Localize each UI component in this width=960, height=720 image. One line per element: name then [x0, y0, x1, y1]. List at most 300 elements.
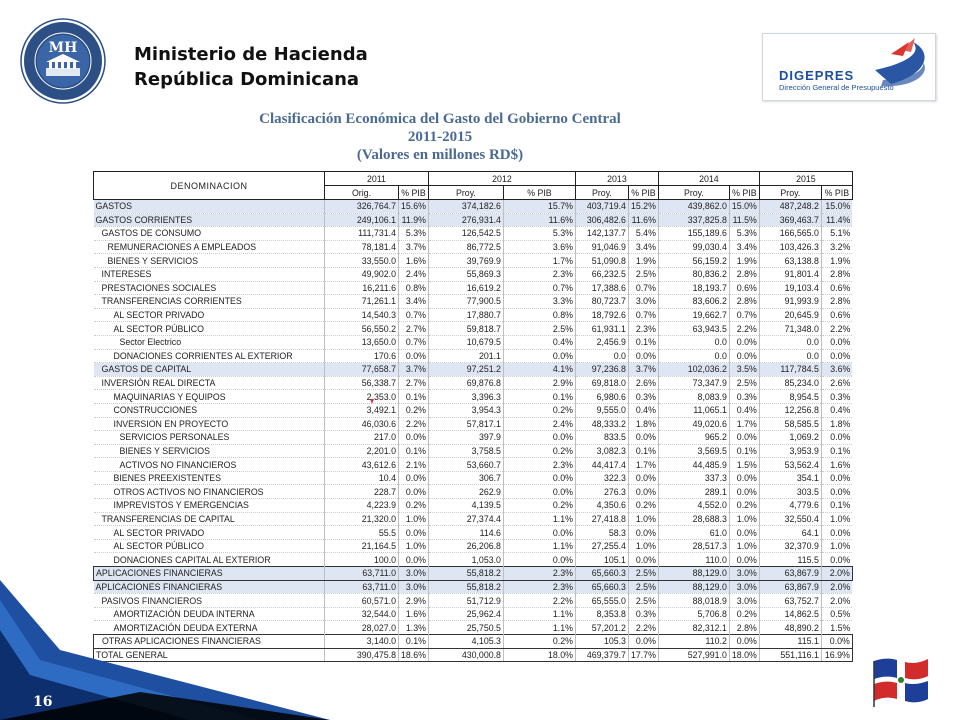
table-title: [0, 110, 880, 164]
row-value: 2.9%: [503, 376, 575, 390]
row-value: 0.0: [658, 335, 729, 349]
row-value: 3.4%: [628, 240, 658, 254]
row-value: 91,801.4: [759, 267, 821, 281]
row-value: 11,065.1: [658, 403, 729, 417]
row-value: 0.6%: [821, 281, 852, 295]
row-value: 100.0: [325, 553, 399, 567]
row-value: 0.1%: [729, 444, 759, 458]
table-row: [94, 308, 853, 322]
row-value: 0.7%: [503, 281, 575, 295]
row-value: 17,880.7: [428, 308, 503, 322]
row-label: GASTOS DE CAPITAL: [94, 363, 325, 377]
row-value: 2.5%: [628, 567, 658, 581]
row-value: 59,818.7: [428, 322, 503, 336]
row-value: 20,645.9: [759, 308, 821, 322]
row-value: 83,606.2: [658, 295, 729, 309]
row-value: 3.0%: [628, 295, 658, 309]
row-value: 4,779.6: [759, 499, 821, 513]
row-value: 1,069.2: [759, 431, 821, 445]
row-value: 4.1%: [503, 363, 575, 377]
row-value: 91,993.9: [759, 295, 821, 309]
row-value: 26,206.8: [428, 539, 503, 553]
row-value: 0.0%: [399, 349, 429, 363]
row-value: 4,105.3: [428, 635, 503, 649]
row-value: 0.0: [759, 349, 821, 363]
table-row: [94, 471, 853, 485]
row-value: 55,818.2: [428, 580, 503, 594]
row-value: 0.6%: [729, 281, 759, 295]
denomination-header: DENOMINACION: [94, 172, 325, 200]
row-value: 56,159.2: [658, 254, 729, 268]
seal-initials: MH: [48, 40, 78, 56]
row-value: 487,248.2: [759, 200, 821, 214]
row-value: 65,660.3: [575, 567, 628, 581]
table-row: [94, 363, 853, 377]
row-value: 55.5: [325, 526, 399, 540]
row-value: 103,426.3: [759, 240, 821, 254]
row-value: 0.7%: [628, 281, 658, 295]
row-value: 55,818.2: [428, 567, 503, 581]
row-value: 2.5%: [628, 267, 658, 281]
row-value: 3.0%: [399, 580, 429, 594]
subheader-cell: Proy.: [658, 186, 729, 200]
row-value: 0.0%: [821, 553, 852, 567]
row-value: 0.2%: [399, 499, 429, 513]
row-value: 3,758.5: [428, 444, 503, 458]
row-value: 32,550.4: [759, 512, 821, 526]
row-value: 0.8%: [399, 281, 429, 295]
row-value: 2.7%: [399, 376, 429, 390]
row-value: 0.0%: [729, 335, 759, 349]
row-value: 2.7%: [399, 322, 429, 336]
row-value: 551,116.1: [759, 648, 821, 662]
row-value: 3.0%: [729, 580, 759, 594]
row-value: 21,164.5: [325, 539, 399, 553]
row-label: AL SECTOR PRIVADO: [94, 308, 325, 322]
org-line-1: Ministerio de Hacienda: [134, 44, 368, 65]
row-value: 0.0%: [729, 471, 759, 485]
row-value: 965.2: [658, 431, 729, 445]
row-value: 10,679.5: [428, 335, 503, 349]
row-value: 46,030.6: [325, 417, 399, 431]
digepres-name: DIGEPRES: [779, 68, 855, 83]
row-value: 306,482.6: [575, 213, 628, 227]
row-label: AL SECTOR PÚBLICO: [94, 322, 325, 336]
row-value: 44,417.4: [575, 458, 628, 472]
row-value: 0.0%: [628, 485, 658, 499]
row-value: 2.0%: [821, 567, 852, 581]
row-value: 0.0: [759, 335, 821, 349]
table-row: [94, 485, 853, 499]
row-value: 4,223.9: [325, 499, 399, 513]
subheader-cell: Proy.: [428, 186, 503, 200]
row-value: 86,772.5: [428, 240, 503, 254]
row-value: 15.0%: [729, 200, 759, 214]
row-value: 1.0%: [729, 512, 759, 526]
row-value: 57,201.2: [575, 621, 628, 635]
row-value: 0.1%: [628, 444, 658, 458]
row-value: 5.3%: [503, 227, 575, 241]
row-value: 170.6: [325, 349, 399, 363]
row-value: 1.0%: [729, 539, 759, 553]
row-value: 0.7%: [628, 308, 658, 322]
row-label: PRESTACIONES SOCIALES: [94, 281, 325, 295]
row-value: 63,752.7: [759, 594, 821, 608]
row-label: TRANSFERENCIAS CORRIENTES: [94, 295, 325, 309]
row-value: 53,660.7: [428, 458, 503, 472]
row-value: 8,083.9: [658, 390, 729, 404]
row-value: 71,348.0: [759, 322, 821, 336]
row-value: 2.5%: [628, 580, 658, 594]
row-value: 5.3%: [729, 227, 759, 241]
row-value: 276,931.4: [428, 213, 503, 227]
year-header-row: [94, 172, 853, 186]
row-value: 111,731.4: [325, 227, 399, 241]
row-value: 2.3%: [503, 267, 575, 281]
table-row: [94, 553, 853, 567]
row-value: 0.0%: [503, 526, 575, 540]
row-value: 18,792.6: [575, 308, 628, 322]
row-value: 73,347.9: [658, 376, 729, 390]
row-label: INVERSIÓN REAL DIRECTA: [94, 376, 325, 390]
row-value: 397.9: [428, 431, 503, 445]
row-value: 0.7%: [729, 308, 759, 322]
table-row: [94, 227, 853, 241]
row-value: 0.4%: [821, 403, 852, 417]
row-value: 0.7%: [399, 308, 429, 322]
row-value: 2,456.9: [575, 335, 628, 349]
row-value: 0.0%: [503, 485, 575, 499]
table-row: [94, 539, 853, 553]
table-row: [94, 240, 853, 254]
red-marker-icon: [370, 399, 374, 404]
row-value: 249,106.1: [325, 213, 399, 227]
row-value: 0.0%: [628, 526, 658, 540]
table-row: [94, 417, 853, 431]
row-value: 0.2%: [503, 403, 575, 417]
row-value: 0.0%: [729, 431, 759, 445]
row-label: Sector Electrico: [94, 335, 325, 349]
row-value: 1.1%: [503, 512, 575, 526]
row-value: 1.6%: [821, 458, 852, 472]
row-value: 0.0%: [628, 471, 658, 485]
row-label: GASTOS: [94, 200, 325, 214]
table-row: [94, 403, 853, 417]
row-value: 0.0%: [628, 349, 658, 363]
row-value: 0.3%: [628, 390, 658, 404]
row-value: 1.0%: [628, 539, 658, 553]
row-value: 53,562.4: [759, 458, 821, 472]
row-value: 77,900.5: [428, 295, 503, 309]
row-value: 0.0%: [821, 635, 852, 649]
row-value: 0.0%: [821, 335, 852, 349]
row-value: 2.6%: [628, 376, 658, 390]
row-value: 105.3: [575, 635, 628, 649]
row-value: 276.3: [575, 485, 628, 499]
table-row: [94, 200, 853, 214]
year-header: 2014: [658, 172, 759, 186]
row-value: 48,333.2: [575, 417, 628, 431]
table-row: [94, 376, 853, 390]
row-value: 0.0%: [399, 431, 429, 445]
row-label: ACTIVOS NO FINANCIEROS: [94, 458, 325, 472]
row-label: OTROS ACTIVOS NO FINANCIEROS: [94, 485, 325, 499]
row-value: 63,711.0: [325, 567, 399, 581]
row-value: 2.6%: [821, 376, 852, 390]
subheader-cell: % PIB: [399, 186, 429, 200]
row-value: 8,353.8: [575, 607, 628, 621]
row-value: 0.2%: [503, 499, 575, 513]
row-value: 369,463.7: [759, 213, 821, 227]
row-value: 439,862.0: [658, 200, 729, 214]
digepres-logo: [762, 33, 936, 101]
row-value: 2.8%: [821, 295, 852, 309]
table-row: [94, 322, 853, 336]
row-value: 0.0%: [821, 431, 852, 445]
row-value: 16.9%: [821, 648, 852, 662]
row-label: GASTOS CORRIENTES: [94, 213, 325, 227]
row-value: 142,137.7: [575, 227, 628, 241]
row-value: 0.0%: [729, 526, 759, 540]
row-value: 326,764.7: [325, 200, 399, 214]
row-value: 3,569.5: [658, 444, 729, 458]
row-value: 0.2%: [628, 499, 658, 513]
table-row: [94, 254, 853, 268]
row-value: 78,181.4: [325, 240, 399, 254]
row-value: 56,550.2: [325, 322, 399, 336]
row-value: 10.4: [325, 471, 399, 485]
row-value: 15.6%: [399, 200, 429, 214]
table-row: [94, 499, 853, 513]
table-row: [94, 567, 853, 581]
row-value: 303.5: [759, 485, 821, 499]
row-value: 114.6: [428, 526, 503, 540]
row-value: 166,565.0: [759, 227, 821, 241]
row-value: 322.3: [575, 471, 628, 485]
subheader-cell: % PIB: [628, 186, 658, 200]
row-value: 3,954.3: [428, 403, 503, 417]
row-value: 2.2%: [503, 594, 575, 608]
row-label: BIENES Y SERVICIOS: [94, 254, 325, 268]
row-value: 56,338.7: [325, 376, 399, 390]
table-row: [94, 213, 853, 227]
row-value: 44,485.9: [658, 458, 729, 472]
row-value: 1.6%: [399, 254, 429, 268]
row-value: 0.2%: [399, 403, 429, 417]
row-value: 80,723.7: [575, 295, 628, 309]
row-label: PASIVOS FINANCIEROS: [94, 594, 325, 608]
row-value: 3,953.9: [759, 444, 821, 458]
table-row: [94, 295, 853, 309]
row-value: 110.2: [658, 635, 729, 649]
row-value: 2.2%: [399, 417, 429, 431]
row-label: AMORTIZACIÓN DEUDA EXTERNA: [94, 621, 325, 635]
page-number: 16: [33, 694, 53, 710]
row-value: 2,353.0: [325, 390, 399, 404]
row-value: 3.0%: [729, 594, 759, 608]
row-label: AMORTIZACIÓN DEUDA INTERNA: [94, 607, 325, 621]
row-value: 32,370.9: [759, 539, 821, 553]
row-value: 0.0: [575, 349, 628, 363]
row-value: 228.7: [325, 485, 399, 499]
row-value: 71,261.1: [325, 295, 399, 309]
row-value: 0.0%: [821, 471, 852, 485]
row-value: 0.2%: [503, 635, 575, 649]
row-value: 4,552.0: [658, 499, 729, 513]
digepres-subtitle: Dirección General de Presupuesto: [779, 83, 894, 92]
row-value: 12,256.8: [759, 403, 821, 417]
row-label: APLICACIONES FINANCIERAS: [94, 580, 325, 594]
row-value: 337,825.8: [658, 213, 729, 227]
row-value: 1.1%: [503, 607, 575, 621]
row-value: 4,350.6: [575, 499, 628, 513]
table-row: [94, 390, 853, 404]
row-value: 0.1%: [399, 390, 429, 404]
row-value: 18.0%: [729, 648, 759, 662]
row-value: 2.8%: [729, 621, 759, 635]
row-value: 0.2%: [729, 499, 759, 513]
table-row: [94, 349, 853, 363]
row-value: 3.0%: [399, 567, 429, 581]
row-value: 25,750.5: [428, 621, 503, 635]
row-value: 19,662.7: [658, 308, 729, 322]
subheader-cell: % PIB: [729, 186, 759, 200]
row-label: AL SECTOR PRIVADO: [94, 526, 325, 540]
org-line-2: República Dominicana: [134, 69, 360, 90]
row-value: 63,138.8: [759, 254, 821, 268]
row-value: 3.4%: [729, 240, 759, 254]
row-value: 306.7: [428, 471, 503, 485]
row-value: 0.1%: [399, 444, 429, 458]
row-value: 69,818.0: [575, 376, 628, 390]
row-value: 99,030.4: [658, 240, 729, 254]
row-value: 2,201.0: [325, 444, 399, 458]
row-value: 115.1: [759, 635, 821, 649]
table-row: [94, 267, 853, 281]
row-value: 117,784.5: [759, 363, 821, 377]
row-value: 3.5%: [729, 363, 759, 377]
row-value: 102,036.2: [658, 363, 729, 377]
row-value: 69,876.8: [428, 376, 503, 390]
row-value: 11.9%: [399, 213, 429, 227]
row-value: 88,129.0: [658, 567, 729, 581]
row-value: 2.5%: [729, 376, 759, 390]
subheader-cell: % PIB: [821, 186, 852, 200]
row-value: 3,140.0: [325, 635, 399, 649]
row-value: 5.4%: [628, 227, 658, 241]
row-value: 0.0%: [628, 431, 658, 445]
row-value: 21,320.0: [325, 512, 399, 526]
row-value: 3.0%: [729, 567, 759, 581]
year-header: 2015: [759, 172, 852, 186]
row-value: 1.1%: [503, 539, 575, 553]
row-value: 2.3%: [503, 567, 575, 581]
row-value: 17,388.6: [575, 281, 628, 295]
row-value: 833.5: [575, 431, 628, 445]
row-value: 155,189.6: [658, 227, 729, 241]
row-value: 6,980.6: [575, 390, 628, 404]
row-value: 28,517.3: [658, 539, 729, 553]
row-value: 82,312.1: [658, 621, 729, 635]
row-label: TOTAL GENERAL: [94, 648, 325, 662]
row-value: 1.0%: [399, 512, 429, 526]
row-value: 0.0%: [503, 349, 575, 363]
row-value: 262.9: [428, 485, 503, 499]
row-value: 11.6%: [628, 213, 658, 227]
row-value: 105.1: [575, 553, 628, 567]
row-value: 60,571.0: [325, 594, 399, 608]
row-value: 0.8%: [503, 308, 575, 322]
row-value: 15.0%: [821, 200, 852, 214]
table-row: [94, 431, 853, 445]
row-value: 19,103.4: [759, 281, 821, 295]
row-value: 17.7%: [628, 648, 658, 662]
row-value: 374,182.6: [428, 200, 503, 214]
row-value: 15.2%: [628, 200, 658, 214]
row-label: CONSTRUCCIONES: [94, 403, 325, 417]
row-value: 3.7%: [628, 363, 658, 377]
row-label: BIENES Y SERVICIOS: [94, 444, 325, 458]
row-value: 337.3: [658, 471, 729, 485]
row-value: 0.0%: [399, 485, 429, 499]
row-value: 2.8%: [729, 295, 759, 309]
row-value: 43,612.6: [325, 458, 399, 472]
row-value: 0.0%: [399, 471, 429, 485]
row-value: 4,139.5: [428, 499, 503, 513]
row-value: 25,962.4: [428, 607, 503, 621]
row-value: 0.0%: [399, 526, 429, 540]
row-value: 49,020.6: [658, 417, 729, 431]
row-value: 3,492.1: [325, 403, 399, 417]
row-value: 0.7%: [399, 335, 429, 349]
row-value: 354.1: [759, 471, 821, 485]
row-value: 0.0%: [503, 431, 575, 445]
row-value: 0.6%: [821, 308, 852, 322]
row-label: APLICACIONES FINANCIERAS: [94, 567, 325, 581]
row-value: 0.0%: [628, 635, 658, 649]
row-label: DONACIONES CAPITAL AL EXTERIOR: [94, 553, 325, 567]
row-value: 126,542.5: [428, 227, 503, 241]
row-value: 0.4%: [503, 335, 575, 349]
row-value: 51,712.9: [428, 594, 503, 608]
row-value: 48,890.2: [759, 621, 821, 635]
row-value: 27,374.4: [428, 512, 503, 526]
row-value: 14,540.3: [325, 308, 399, 322]
table-row: [94, 512, 853, 526]
row-value: 2.9%: [399, 594, 429, 608]
row-label: AL SECTOR PÚBLICO: [94, 539, 325, 553]
row-value: 0.0%: [503, 553, 575, 567]
row-value: 91,046.9: [575, 240, 628, 254]
row-label: INVERSION EN PROYECTO: [94, 417, 325, 431]
row-value: 15.7%: [503, 200, 575, 214]
row-value: 16,211.6: [325, 281, 399, 295]
subheader-cell: Proy.: [759, 186, 821, 200]
row-value: 2.3%: [503, 580, 575, 594]
table-row: [94, 335, 853, 349]
row-value: 3.6%: [821, 363, 852, 377]
row-label: TRANSFERENCIAS DE CAPITAL: [94, 512, 325, 526]
row-label: INTERESES: [94, 267, 325, 281]
row-value: 0.0%: [399, 553, 429, 567]
row-value: 14,862.5: [759, 607, 821, 621]
row-value: 3.7%: [399, 240, 429, 254]
title-line-2: 2011-2015: [407, 129, 473, 145]
row-value: 39,769.9: [428, 254, 503, 268]
row-value: 2.5%: [628, 594, 658, 608]
row-value: 11.6%: [503, 213, 575, 227]
row-value: 1.8%: [821, 417, 852, 431]
